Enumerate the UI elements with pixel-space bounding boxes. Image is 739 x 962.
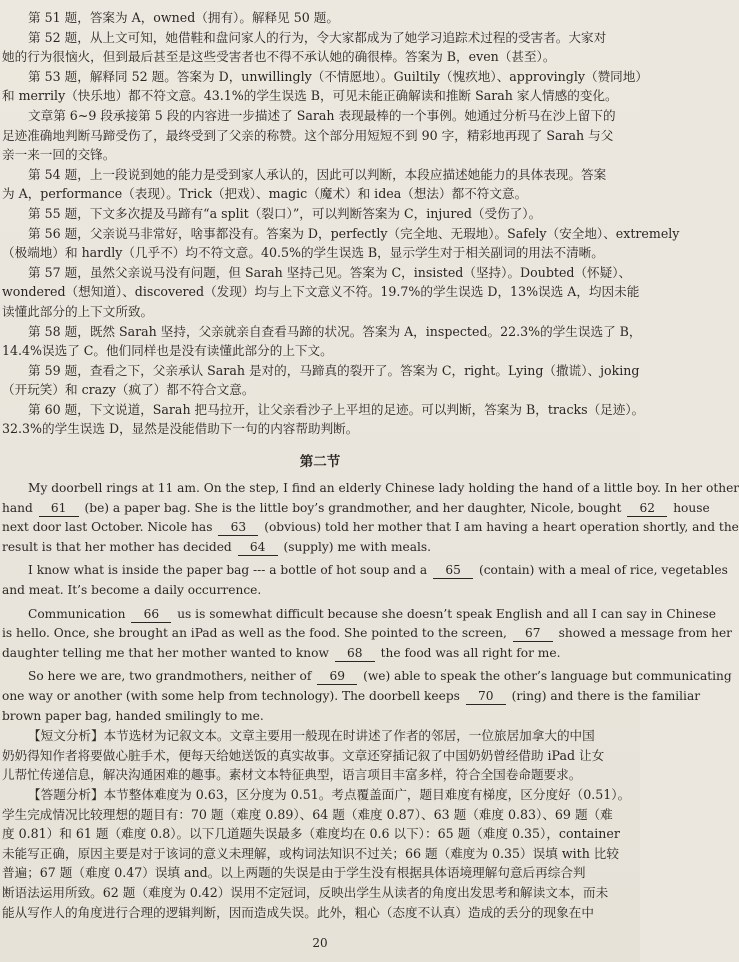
text-line: 她的行为很恼火，但到最后甚至是这些受害者也不得不承认她的确很棒。答案为 B，even（甚至）。 <box>2 49 556 65</box>
analysis-line: 学生完成情况比较理想的题目有：70 题（难度 0.89）、64 题（难度 0.87）、63 题（难度 0.83）、69 题（难 <box>2 806 613 822</box>
passage-line: and meat. It’s become a daily occurrence. <box>2 583 262 598</box>
analysis-line: 能从写作人的角度进行合理的逻辑判断，因而造成失误。此外，粗心（态度不认真）造成的丢分的现象在中 <box>2 904 594 920</box>
passage-line: My doorbell rings at 11 am. On the step, I find an elderly Chinese lady holding the hand of a little boy. In her other <box>28 481 739 496</box>
blank-65: 65 <box>433 563 473 579</box>
passage-text: showed a message from her <box>558 626 732 641</box>
passage-text: hand <box>2 500 33 515</box>
passage-text: house <box>673 500 710 515</box>
analysis-line: 断语法运用所致。62 题（难度为 0.42）误用不定冠词，反映出学生从读者的角度出发思考和解读文本，而未 <box>2 884 609 900</box>
passage-text: I know what is inside the paper bag --- a bottle of hot soup and a <box>28 563 428 578</box>
text-line: wondered（想知道）、discovered（发现）均与上下文意义不符。19.7%的学生误选 D，13%误选 A，均因未能 <box>2 284 640 300</box>
passage-line <box>0 687 701 707</box>
text-line: 读懂此部分的上下文所致。 <box>2 303 154 319</box>
passage-text: (be) a paper bag. She is the little boy’s grandmother, and her daughter, Nicole, bought <box>84 500 622 515</box>
text-line: 第 56 题，父亲说马非常好，啥事都没有。答案为 D，perfectly（完全地、无瑕地）。Safely（安全地）、extremely <box>28 225 680 241</box>
passage-text: (we) able to speak the other’s language but communicating <box>363 669 732 684</box>
text-line: 第 57 题，虽然父亲说马没有问题，但 Sarah 坚持己见。答案为 C，insisted（坚持）。Doubted（怀疑）、 <box>28 264 632 280</box>
blank-68: 68 <box>335 646 375 662</box>
passage-line <box>0 518 739 538</box>
passage-line <box>0 499 710 519</box>
passage-text: us is somewhat difficult because she doesn’t speak English and all I can say in Chinese <box>177 606 716 621</box>
analysis-line: 未能写正确，原因主要是对于该词的意义未理解，或构词法知识不过关；66 题（难度为 0.35）误填 with 比较 <box>2 845 619 861</box>
text-line: 第 55 题，下文多次提及马蹄有“a split（裂口）”，可以判断答案为 C，injured（受伤了）。 <box>28 205 542 221</box>
passage-line <box>0 644 640 664</box>
text-line: 32.3%的学生误选 D，显然是没能借助下一句的内容帮助判断。 <box>2 421 359 437</box>
text-line: （开玩笑）和 crazy（疯了）都不符合文意。 <box>2 382 255 398</box>
blank-64: 64 <box>238 540 278 556</box>
blank-67: 67 <box>513 626 553 642</box>
passage-line <box>0 605 716 625</box>
passage-text: (obvious) told her mother that I am having a heart operation shortly, and the <box>264 520 739 535</box>
analysis-line: 【答题分析】本节整体难度为 0.63，区分度为 0.51。考点覆盖面广，题目难度有梯度，区分度好（0.51）。 <box>28 786 631 802</box>
passage-text: one way or another (with some help from technology). The doorbell keeps <box>2 689 460 703</box>
analysis-line: 儿帮忙传递信息，解决沟通困难的趣事。素材文本特征典型，语言项目丰富多样，符合全国卷命题要求。 <box>2 767 582 783</box>
passage-text: (supply) me with meals. <box>283 539 432 554</box>
passage-text: the food was all right for me. <box>380 645 561 660</box>
blank-70: 70 <box>466 689 506 705</box>
text-line: （极端地）和 hardly（几乎不）均不符文意。40.5%的学生误选 B，显示学生对于相关副词的用法不清晰。 <box>2 245 604 261</box>
page-number: 20 <box>312 936 328 950</box>
text-line: 足迹准确地判断马蹄受伤了，最终受到了父亲的称赞。这个部分用短短不到 90 字，精彩地再现了 Sarah 与父 <box>2 127 614 143</box>
passage-text: (ring) and there is the familiar <box>511 689 701 703</box>
text-line: 第 60 题，下文说道，Sarah 把马拉开，让父亲看沙子上平坦的足迹。可以判断，答案为 B，tracks（足迹）。 <box>28 401 645 417</box>
passage-line: brown paper bag, handed smilingly to me. <box>2 708 264 723</box>
passage-text: result is that her mother has decided <box>2 539 232 554</box>
passage-text: (contain) with a meal of rice, vegetables <box>478 563 728 578</box>
text-line: 第 52 题，从上文可知，她借鞋和盘问家人的行为，令大家都成为了她学习追踪术过程的受害者。大家对 <box>28 29 607 45</box>
text-line: 第 51 题，答案为 A，owned（拥有）。解释见 50 题。 <box>28 10 339 25</box>
text-line: 文章第 6~9 段承接第 5 段的内容进一步描述了 Sarah 表现最棒的一个事例。她通过分析马在沙上留下的 <box>28 107 616 123</box>
text-line: 第 53 题，解释同 52 题。答案为 D，unwillingly（不情愿地）。Guiltily（愧疚地）、approvingly（赞同地） <box>28 68 648 84</box>
section-heading: 第二节 <box>299 454 341 471</box>
text-line: 和 merrily（快乐地）都不符文意。43.1%的学生误选 B，可见未能正确解读和推断 Sarah 家人情感的变化。 <box>2 88 618 104</box>
text-line: 第 54 题，上一段说到她的能力是受到家人承认的，因此可以判断，本段应描述她能力的具体表现。答案 <box>28 166 607 182</box>
text-line: 亲一来一回的交锋。 <box>2 147 116 163</box>
page-content <box>0 8 739 922</box>
analysis-line: 奶奶得知作者将要做心脏手术，便每天给她送饭的真实故事。文章还穿插记叙了中国奶奶曾经借助 iPad 让女 <box>2 747 605 763</box>
blank-69: 69 <box>317 669 357 685</box>
text-line: 第 59 题，查看之下，父亲承认 Sarah 是对的，马蹄真的裂开了。答案为 C，right。Lying（撒谎）、joking <box>28 362 640 378</box>
analysis-line: 【短文分析】本节选材为记叙文本。文章主要用一般现在时讲述了作者的邻居，一位旅居加拿大的中国 <box>28 728 595 744</box>
passage-line <box>0 624 732 644</box>
text-line: 为 A，performance（表现）。Trick（把戏）、magic（魔术）和 idea（想法）都不符文意。 <box>2 186 528 202</box>
passage-line <box>0 561 728 581</box>
blank-63: 63 <box>218 520 258 536</box>
passage-text: daughter telling me that her mother wanted to know <box>2 645 329 660</box>
blank-62: 62 <box>627 501 667 517</box>
blank-66: 66 <box>131 607 171 623</box>
analysis-line: 度 0.81）和 61 题（难度 0.8）。以下几道题失误最多（难度均在 0.6 以下）：65 题（难度 0.35），container <box>2 826 620 842</box>
passage-line <box>0 538 640 558</box>
passage-text: Communication <box>28 606 126 621</box>
passage-text: is hello. Once, she brought an iPad as well as the food. She pointed to the screen, <box>2 626 507 641</box>
text-line: 第 58 题，既然 Sarah 坚持，父亲就亲自查看马蹄的状况。答案为 A，inspected。22.3%的学生误选了 B， <box>28 323 642 339</box>
passage-line <box>0 667 732 687</box>
blank-61: 61 <box>39 501 79 517</box>
passage-text: So here we are, two grandmothers, neither of <box>28 669 312 684</box>
text-line: 14.4%误选了 C。他们同样也是没有读懂此部分的上下文。 <box>2 343 333 359</box>
passage-text: next door last October. Nicole has <box>2 520 213 535</box>
analysis-line: 普遍；67 题（难度 0.47）误填 and。以上两题的失误是由于学生没有根据具体语境理解句意后再综合判 <box>2 865 586 881</box>
